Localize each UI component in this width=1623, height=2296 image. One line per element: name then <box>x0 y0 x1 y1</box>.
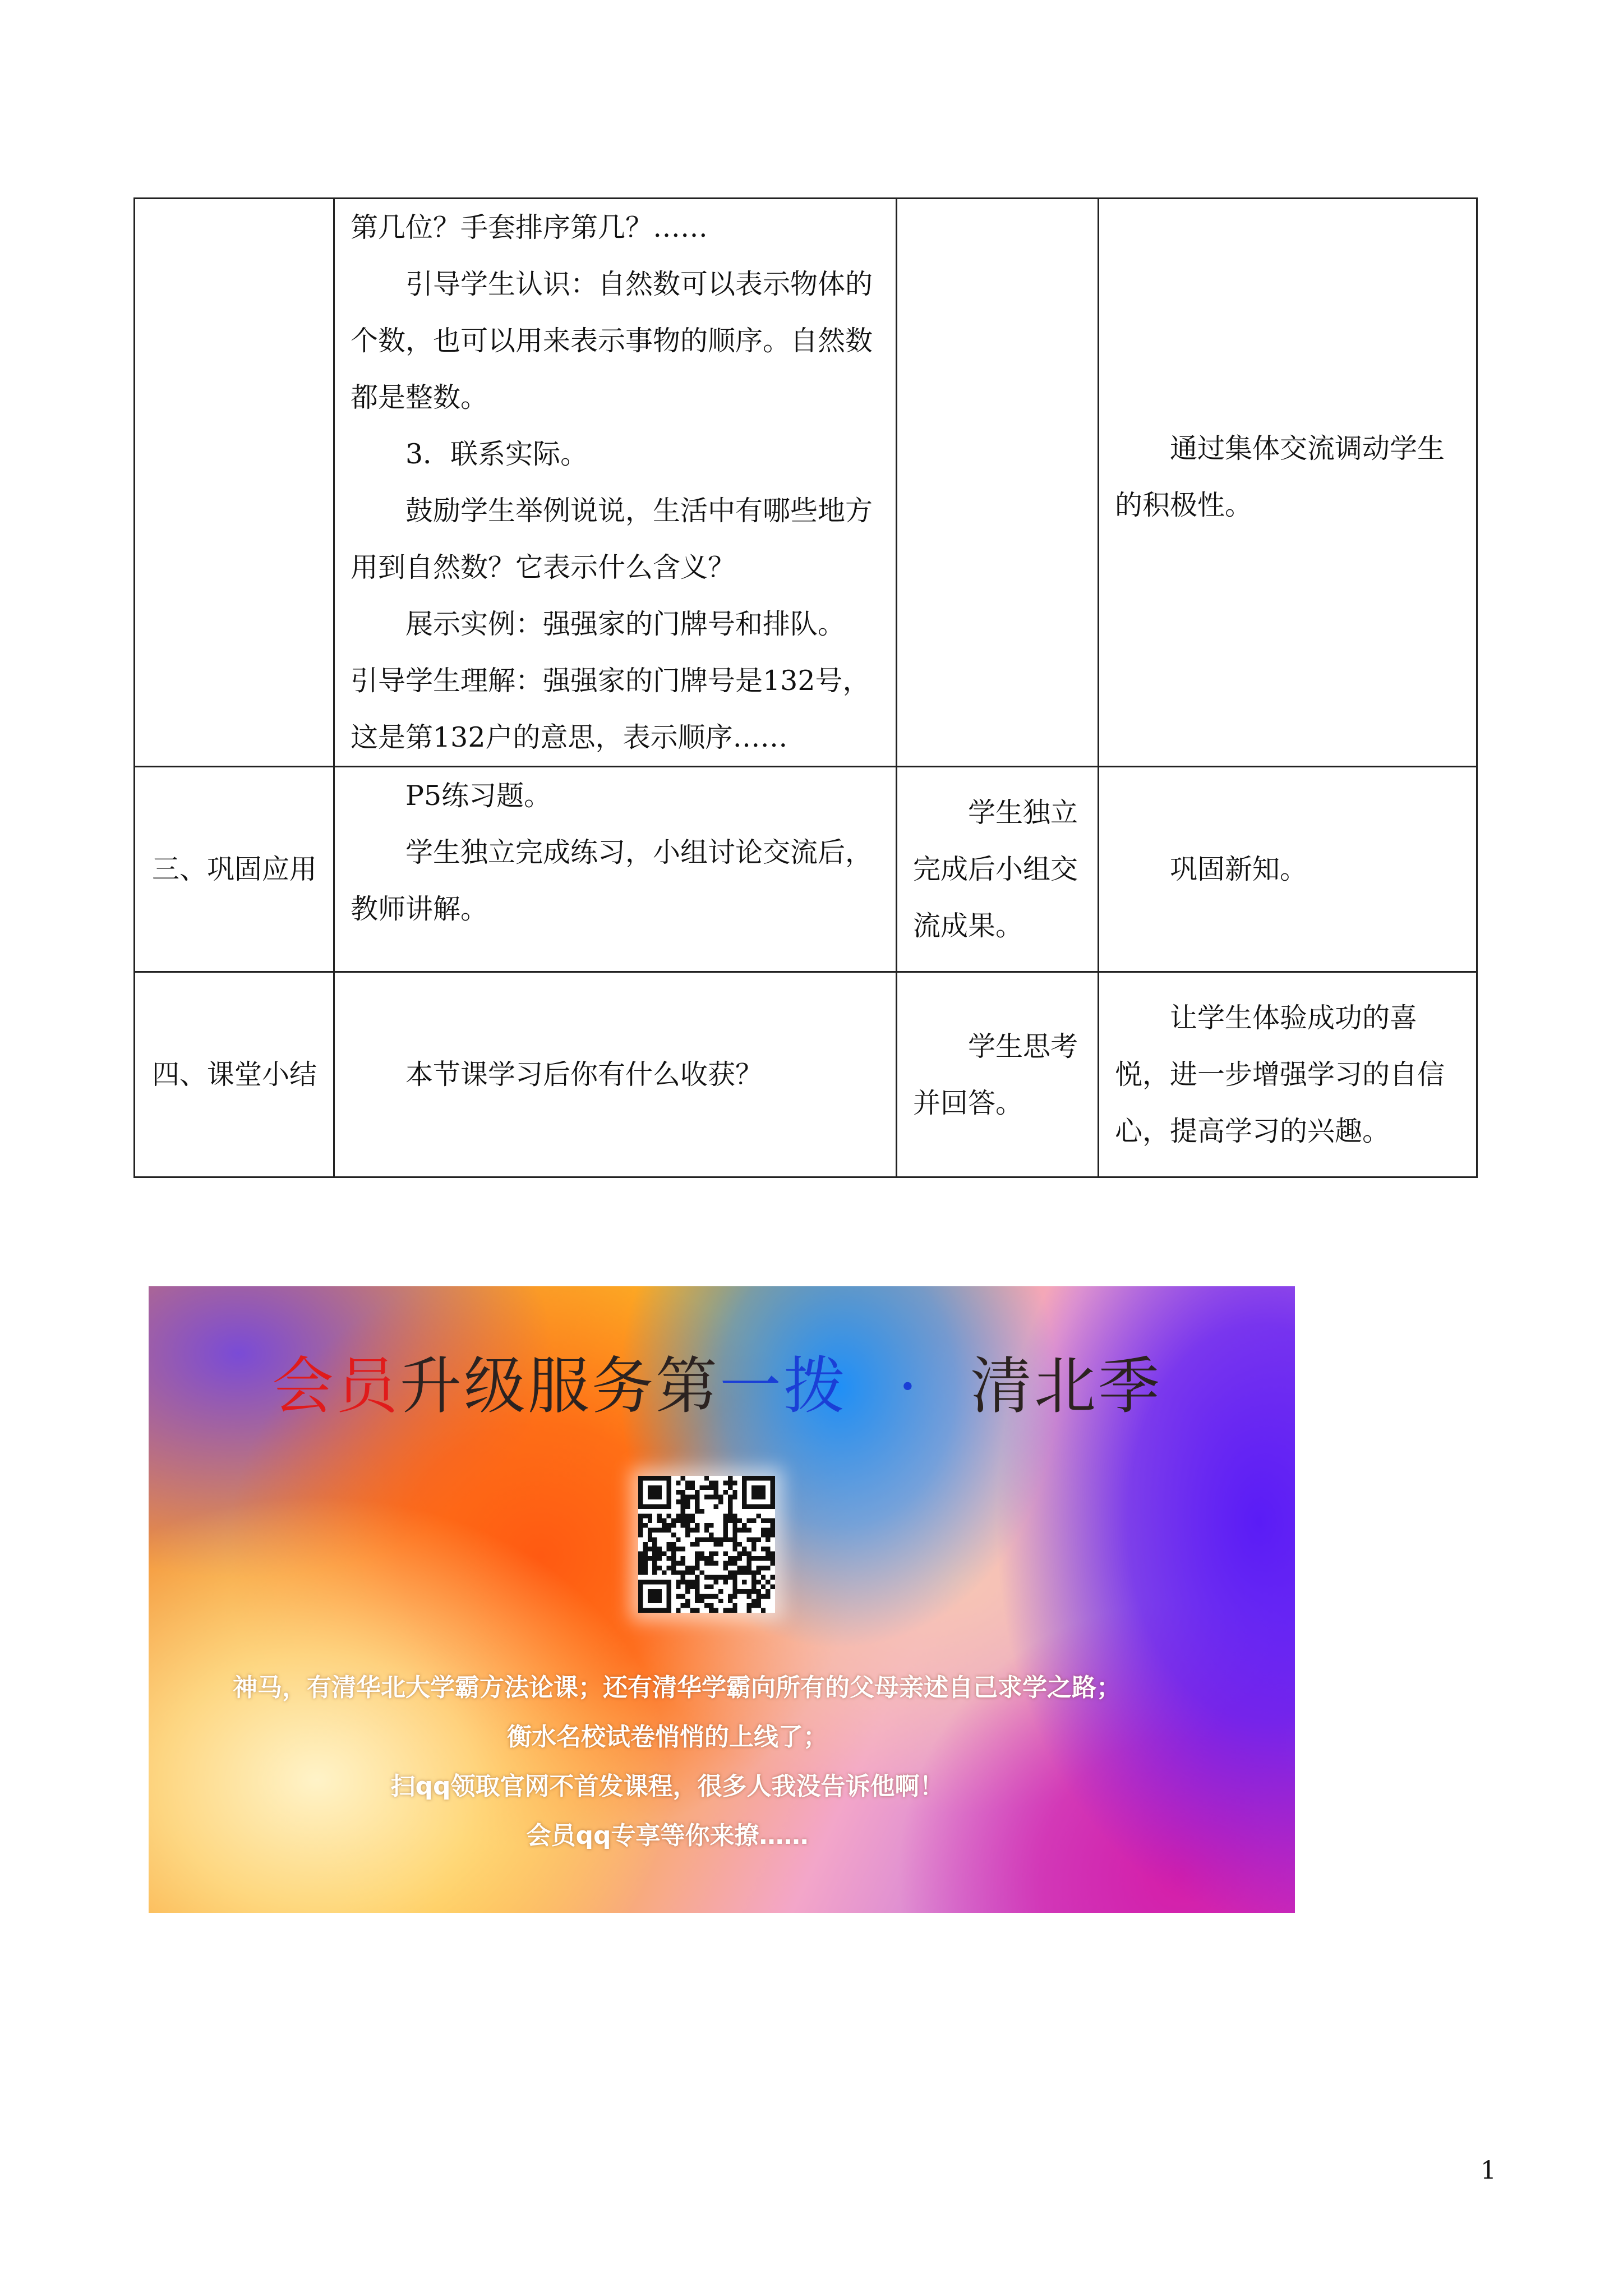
stage-cell <box>135 199 334 767</box>
banner-line: 扫qq领取官网不首发课程，很多人我没告诉他啊！ <box>390 1772 944 1801</box>
banner-line: 会员qq专享等你来撩…… <box>526 1821 809 1850</box>
student-activity-cell <box>897 199 1099 767</box>
qr-code-icon[interactable] <box>638 1476 775 1613</box>
teacher-activity-cell <box>334 199 897 767</box>
teacher-paragraph: 3．联系实际。 <box>405 438 588 470</box>
design-intent-text: 让学生体验成功的喜悦，进一步增强学习的自信心，提高学习的兴趣。 <box>1115 1002 1445 1147</box>
teacher-paragraph: P5练习题。 <box>405 780 552 812</box>
table-row <box>135 767 1477 972</box>
banner-title-dark: 升级服务第 <box>400 1350 720 1422</box>
teacher-paragraph: 第几位？手套排序第几？…… <box>351 211 708 243</box>
banner-line: 衡水名校试卷悄悄的上线了； <box>507 1723 828 1751</box>
teacher-paragraph: 鼓励学生举例说说，生活中有哪些地方用到自然数？它表示什么含义？ <box>351 495 873 583</box>
student-activity-cell <box>897 972 1099 1177</box>
stage-cell: 三、巩固应用 <box>135 767 334 972</box>
teacher-activity-cell <box>334 972 897 1177</box>
teacher-activity-cell <box>334 767 897 972</box>
banner-title-right: 清北季 <box>970 1350 1162 1422</box>
teacher-paragraph: 学生独立完成练习，小组讨论交流后，教师讲解。 <box>351 836 873 925</box>
table-row <box>135 972 1477 1177</box>
teacher-paragraph: 本节课学习后你有什么收获？ <box>405 1059 763 1091</box>
teacher-paragraph: 引导学生认识：自然数可以表示物体的个数，也可以用来表示事物的顺序。自然数都是整数。 <box>351 268 873 413</box>
student-activity-text: 学生独立完成后小组交流成果。 <box>913 797 1078 942</box>
banner-line: 神马，有清华北大学霸方法论课；还有清华学霸向所有的父母亲述自己求学之路； <box>233 1673 1121 1702</box>
page-number: 1 <box>1481 2156 1496 2185</box>
teacher-paragraph: 展示实例：强强家的门牌号和排队。 <box>405 608 846 640</box>
design-intent-text: 通过集体交流调动学生的积极性。 <box>1115 432 1445 521</box>
table-row <box>135 199 1477 767</box>
design-intent-cell <box>1099 199 1477 767</box>
banner-title-separator: · <box>898 1350 920 1422</box>
design-intent-cell <box>1099 767 1477 972</box>
teacher-paragraph: 引导学生理解：强强家的门牌号是132号，这是第132户的意思，表示顺序…… <box>351 665 870 753</box>
banner-title-blue: 一拨 <box>720 1350 847 1422</box>
student-activity-cell <box>897 767 1099 972</box>
design-intent-text: 巩固新知。 <box>1170 853 1308 885</box>
stage-cell: 四、课堂小结 <box>135 972 334 1177</box>
banner-title-red: 会员 <box>272 1350 400 1422</box>
lesson-plan-table <box>133 197 1478 1178</box>
student-activity-text: 学生思考并回答。 <box>913 1030 1078 1119</box>
design-intent-cell <box>1099 972 1477 1177</box>
membership-banner[interactable] <box>149 1286 1295 1913</box>
banner-title <box>272 1347 1225 1425</box>
banner-text-block <box>149 1663 1121 1861</box>
